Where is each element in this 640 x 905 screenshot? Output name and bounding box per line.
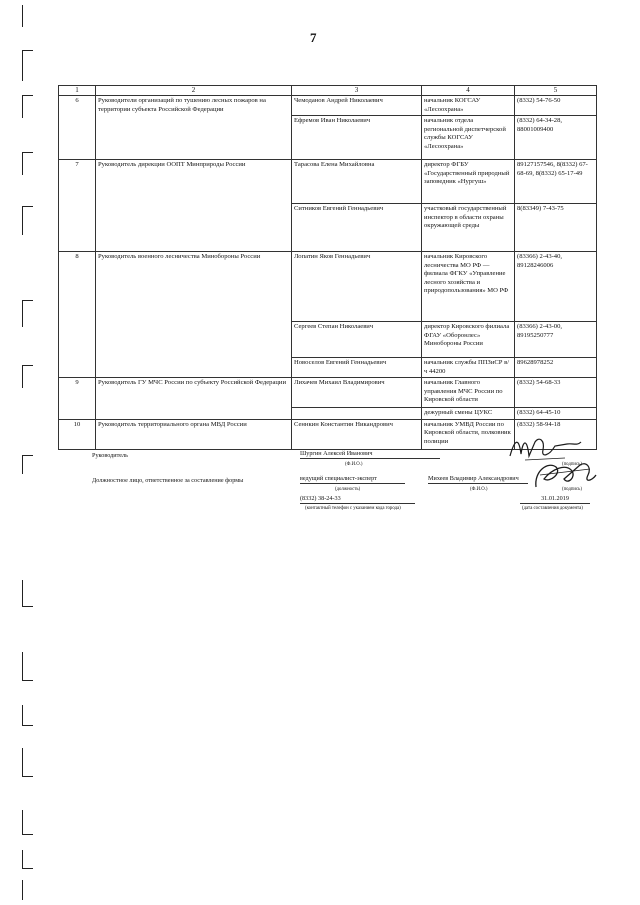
column-header: 4 (422, 86, 515, 96)
binder-mark (22, 705, 33, 726)
person-position: начальник Главного управления МЧС России по Кировской области (422, 378, 515, 408)
official-signature (530, 457, 600, 493)
person-position: начальник Кировского лесничества МО РФ — филиала ФГКУ «Управление лесного хозяйства и природопользования» МО РФ (422, 252, 515, 322)
person-name: Ефремов Иван Николаевич (292, 116, 422, 160)
column-header: 1 (59, 86, 96, 96)
binder-mark (22, 5, 33, 27)
person-name: Лихачев Михаил Владимирович (292, 378, 422, 408)
person-name: Тарасова Елена Михайловна (292, 160, 422, 204)
person-position: начальник УМВД России по Кировской области, полковник полиции (422, 419, 515, 449)
person-position: директор ФГБУ «Государственный природный заповедник «Нургуш» (422, 160, 515, 204)
binder-mark (22, 206, 33, 235)
person-name (292, 408, 422, 420)
row-number: 10 (59, 419, 96, 449)
person-name: Чемоданов Андрей Николаевич (292, 96, 422, 116)
binder-mark (22, 365, 33, 388)
person-phone: 8(83349) 7-43-75 (515, 204, 597, 252)
person-phone: (8332) 54-68-33 (515, 378, 597, 408)
binder-mark (22, 50, 33, 81)
column-header: 3 (292, 86, 422, 96)
binder-mark (22, 652, 33, 681)
responsible-persons-table (58, 85, 597, 450)
person-phone: (83366) 2-43-00, 89195250777 (515, 322, 597, 358)
phone-caption: (контактный телефон с указанием кода города) (305, 506, 401, 511)
person-position: участковый государственный инспектор в области охраны окружающей среды (422, 204, 515, 252)
person-position: дежурный смены ЦУКС (422, 408, 515, 420)
binder-mark (22, 300, 33, 327)
row-number: 6 (59, 96, 96, 160)
contact-phone: (8332) 38-24-33 (300, 495, 415, 504)
person-name: Ситников Евгений Геннадьевич (292, 204, 422, 252)
person-position: начальник службы ППЗиСР в/ч 44200 (422, 358, 515, 378)
person-phone: (8332) 54-76-50 (515, 96, 597, 116)
person-phone: 89127157546, 8(8332) 67-68-69, 8(8332) 65-17-49 (515, 160, 597, 204)
binder-mark (22, 455, 33, 474)
person-name: Сергеев Степан Николаевич (292, 322, 422, 358)
table-row (59, 252, 597, 322)
sign-caption: (подпись) (562, 487, 582, 492)
table-row (59, 160, 597, 204)
date-caption: (дата составления документа) (522, 506, 583, 511)
head-label: Руководитель (92, 452, 128, 459)
official-position: ведущий специалист-эксперт (300, 475, 405, 484)
role-cell: Руководитель дирекции ООПТ Минприроды России (96, 160, 292, 252)
page-number: 7 (310, 30, 317, 45)
person-phone: 89628978252 (515, 358, 597, 378)
column-header: 2 (96, 86, 292, 96)
person-position: начальник отдела региональной диспетчерской службы КОГСАУ «Лесоохрана» (422, 116, 515, 160)
binder-mark (22, 580, 33, 607)
binder-mark (22, 95, 33, 118)
head-name: Шургин Алексей Иванович (300, 450, 440, 459)
table-row (59, 378, 597, 408)
document-date: 31.01.2019 (520, 495, 590, 504)
binder-mark (22, 880, 33, 900)
person-position: директор Кировского филиала ФГАУ «Оборонлес» Минобороны России (422, 322, 515, 358)
binder-mark (22, 850, 33, 869)
person-position: начальник КОГСАУ «Лесоохрана» (422, 96, 515, 116)
binder-mark (22, 810, 33, 835)
fio-caption: (Ф.И.О.) (470, 487, 488, 492)
table-header-row (59, 86, 597, 96)
sign-caption: (подпись) (562, 462, 582, 467)
person-name: Новоселов Евгений Геннадьевич (292, 358, 422, 378)
person-name: Сеннкин Константин Никандрович (292, 419, 422, 449)
binder-mark (22, 748, 33, 777)
row-number: 9 (59, 378, 96, 420)
row-number: 8 (59, 252, 96, 378)
person-phone: (8332) 58-94-18 (515, 419, 597, 449)
role-cell: Руководитель ГУ МЧС России по субъекту Российской Федерации (96, 378, 292, 420)
role-cell: Руководитель территориального органа МВД России (96, 419, 292, 449)
official-label: Должностное лицо, ответственное за составление формы (92, 477, 244, 484)
table-row (59, 96, 597, 116)
position-caption: (должность) (335, 487, 361, 492)
role-cell: Руководитель военного лесничества Минобороны России (96, 252, 292, 378)
person-name: Лопатин Яков Геннадьевич (292, 252, 422, 322)
binder-mark (22, 152, 33, 175)
column-header: 5 (515, 86, 597, 96)
official-name: Михеев Владимир Александрович (428, 475, 528, 484)
fio-caption: (Ф.И.О.) (345, 462, 363, 467)
person-phone: (8332) 64-34-28, 88001009400 (515, 116, 597, 160)
person-phone: (83366) 2-43-40, 89128246006 (515, 252, 597, 322)
row-number: 7 (59, 160, 96, 252)
role-cell: Руководители организаций по тушению лесных пожаров на территории субъекта Российской Федерации (96, 96, 292, 160)
person-phone: (8332) 64-45-10 (515, 408, 597, 420)
